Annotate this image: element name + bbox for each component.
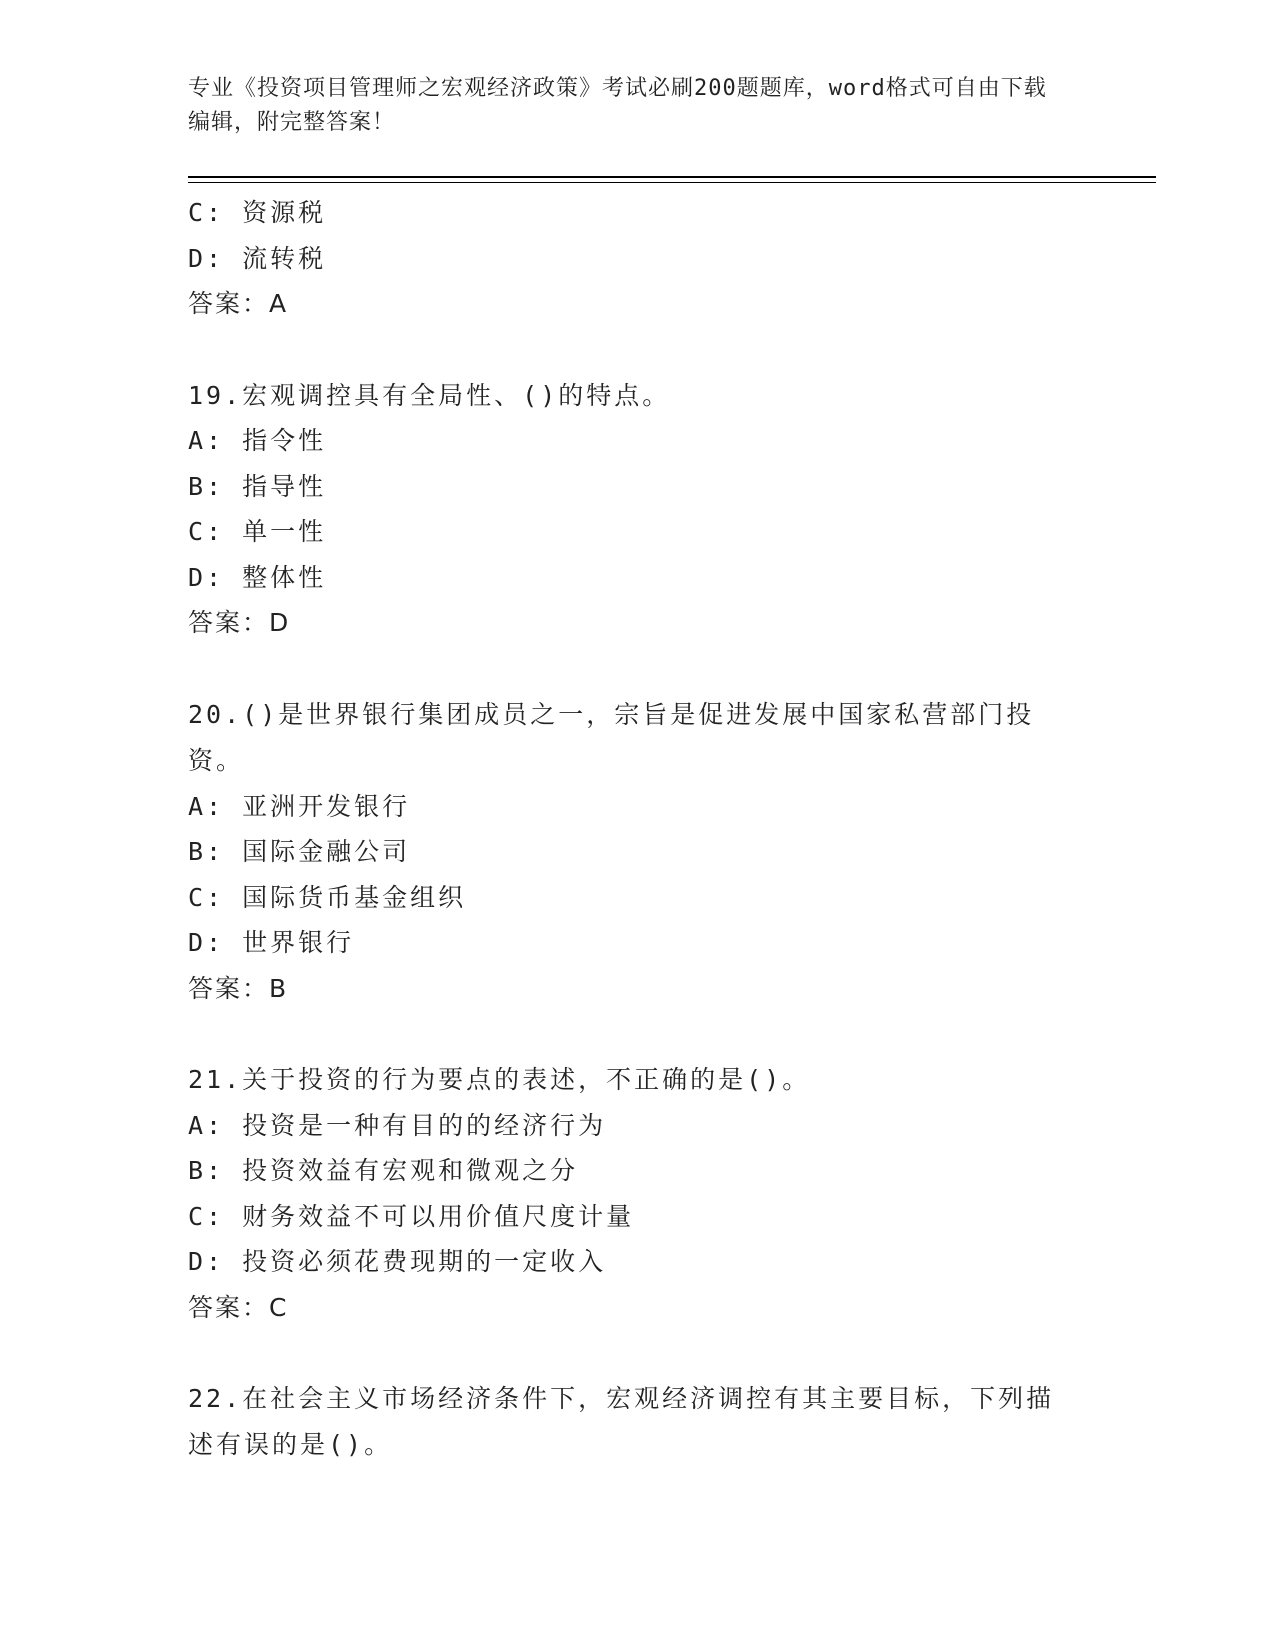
option-d: D: 投资必须花费现期的一定收入	[188, 1247, 607, 1276]
answer-line: 答案：D	[188, 608, 291, 637]
question-stem: 21.关于投资的行为要点的表述，不正确的是()。	[188, 1065, 811, 1094]
question-21	[188, 1057, 1088, 1330]
option-d: D: 整体性	[188, 562, 327, 592]
question-stem: 20.()是世界银行集团成员之一，宗旨是促进发展中国家私营部门投资。	[188, 699, 1035, 775]
option-a: A: 亚洲开发银行	[188, 791, 411, 821]
question-19	[188, 373, 1088, 646]
question-stem: 19.宏观调控具有全局性、()的特点。	[188, 380, 671, 410]
option-a: A: 指令性	[188, 426, 327, 455]
question-content	[188, 190, 1088, 1468]
question-stem: 22.在社会主义市场经济条件下，宏观经济调控有其主要目标，下列描述有误的是()。	[188, 1384, 1055, 1459]
option-b: B: 指导性	[188, 471, 327, 501]
option-b: B: 投资效益有宏观和微观之分	[188, 1156, 579, 1185]
question-22	[188, 1376, 1088, 1468]
option-c: C: 国际货币基金组织	[188, 882, 467, 912]
option-c: C: 财务效益不可以用价值尺度计量	[188, 1201, 635, 1231]
question-18-tail	[188, 190, 1088, 327]
answer-line: 答案：B	[188, 973, 289, 1003]
answer-line: 答案：A	[188, 289, 289, 318]
option-a: A: 投资是一种有目的的经济行为	[188, 1110, 607, 1140]
option-c: C: 资源税	[188, 198, 327, 227]
option-c: C: 单一性	[188, 517, 327, 546]
answer-line: 答案：C	[188, 1292, 289, 1322]
document-header: 专业《投资项目管理师之宏观经济政策》考试必刷200题题库，word格式可自由下载编辑，附完整答案！	[188, 76, 1047, 135]
option-b: B: 国际金融公司	[188, 837, 411, 866]
header-rule-thin	[188, 182, 1156, 183]
option-d: D: 世界银行	[188, 928, 355, 957]
header-rule-thick	[188, 176, 1156, 178]
option-d: D: 流转税	[188, 243, 327, 273]
question-20	[188, 692, 1088, 1012]
